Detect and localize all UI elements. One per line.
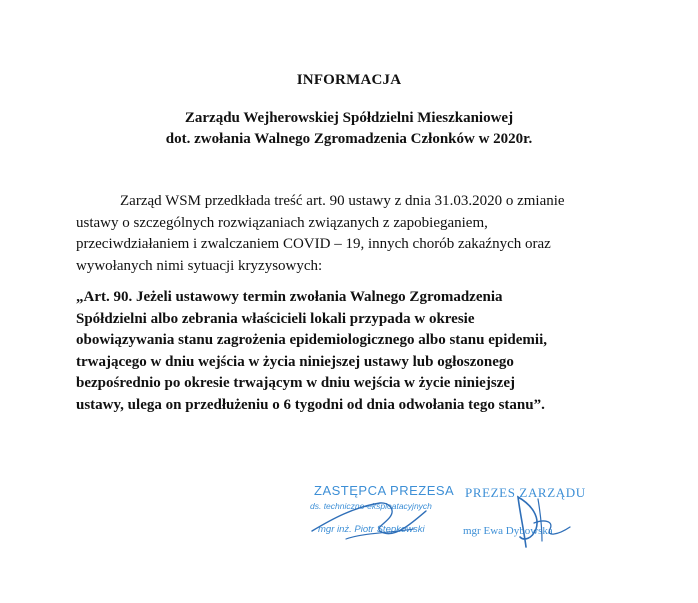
document-subtitle-line-1: Zarządu Wejherowskiej Spółdzielni Mieszkaniowej xyxy=(184,110,514,126)
intro-line: wywołanych nimi sytuacji kryzysowych: xyxy=(76,257,323,274)
stamp-name: mgr Ewa Dybowska xyxy=(463,525,553,537)
intro-line: Zarząd WSM przedkłada treść art. 90 ustawy z dnia 31.03.2020 o zmianie xyxy=(120,193,565,209)
intro-paragraph xyxy=(76,191,636,277)
intro-line: ustawy o szczególnych rozwiązaniach związanych z zapobieganiem, xyxy=(76,214,488,231)
vice-president-stamp xyxy=(298,483,458,545)
stamp-department: ds. techniczno-eksploatacyjnych xyxy=(310,501,432,511)
intro-line: przeciwdziałaniem i zwalczaniem COVID – 19, innych chorób zakaźnych oraz xyxy=(76,236,551,253)
quote-line: bezpośrednio po okresie trwającym w dniu wejścia w życie niniejszej xyxy=(76,375,515,392)
document-subtitle-line-2: dot. zwołania Walnego Zgromadzenia Członków w 2020r. xyxy=(165,131,533,147)
quote-line: obowiązywania stanu zagrożenia epidemiologicznego albo stanu epidemii, xyxy=(76,332,547,349)
quote-line: Spółdzielni albo zebrania właścicieli lokali przypada w okresie xyxy=(76,310,475,327)
stamp-role: PREZES ZARZĄDU xyxy=(465,485,586,500)
stamp-name: mgr inż. Piotr Stępkowski xyxy=(318,524,425,535)
quote-line: trwającego w dniu wejścia w życia niniejszej ustawy lub ogłoszonego xyxy=(76,353,514,370)
article-quote xyxy=(76,287,636,417)
stamp-role: ZASTĘPCA PREZESA xyxy=(314,483,455,498)
quote-line: „Art. 90. Jeżeli ustawowy termin zwołania Walnego Zgromadzenia xyxy=(76,289,503,305)
quote-line: ustawy, ulega on przedłużeniu o 6 tygodni od dnia odwołania tego stanu”. xyxy=(76,396,545,413)
president-stamp xyxy=(460,485,610,547)
document-title: INFORMACJA xyxy=(296,72,402,88)
